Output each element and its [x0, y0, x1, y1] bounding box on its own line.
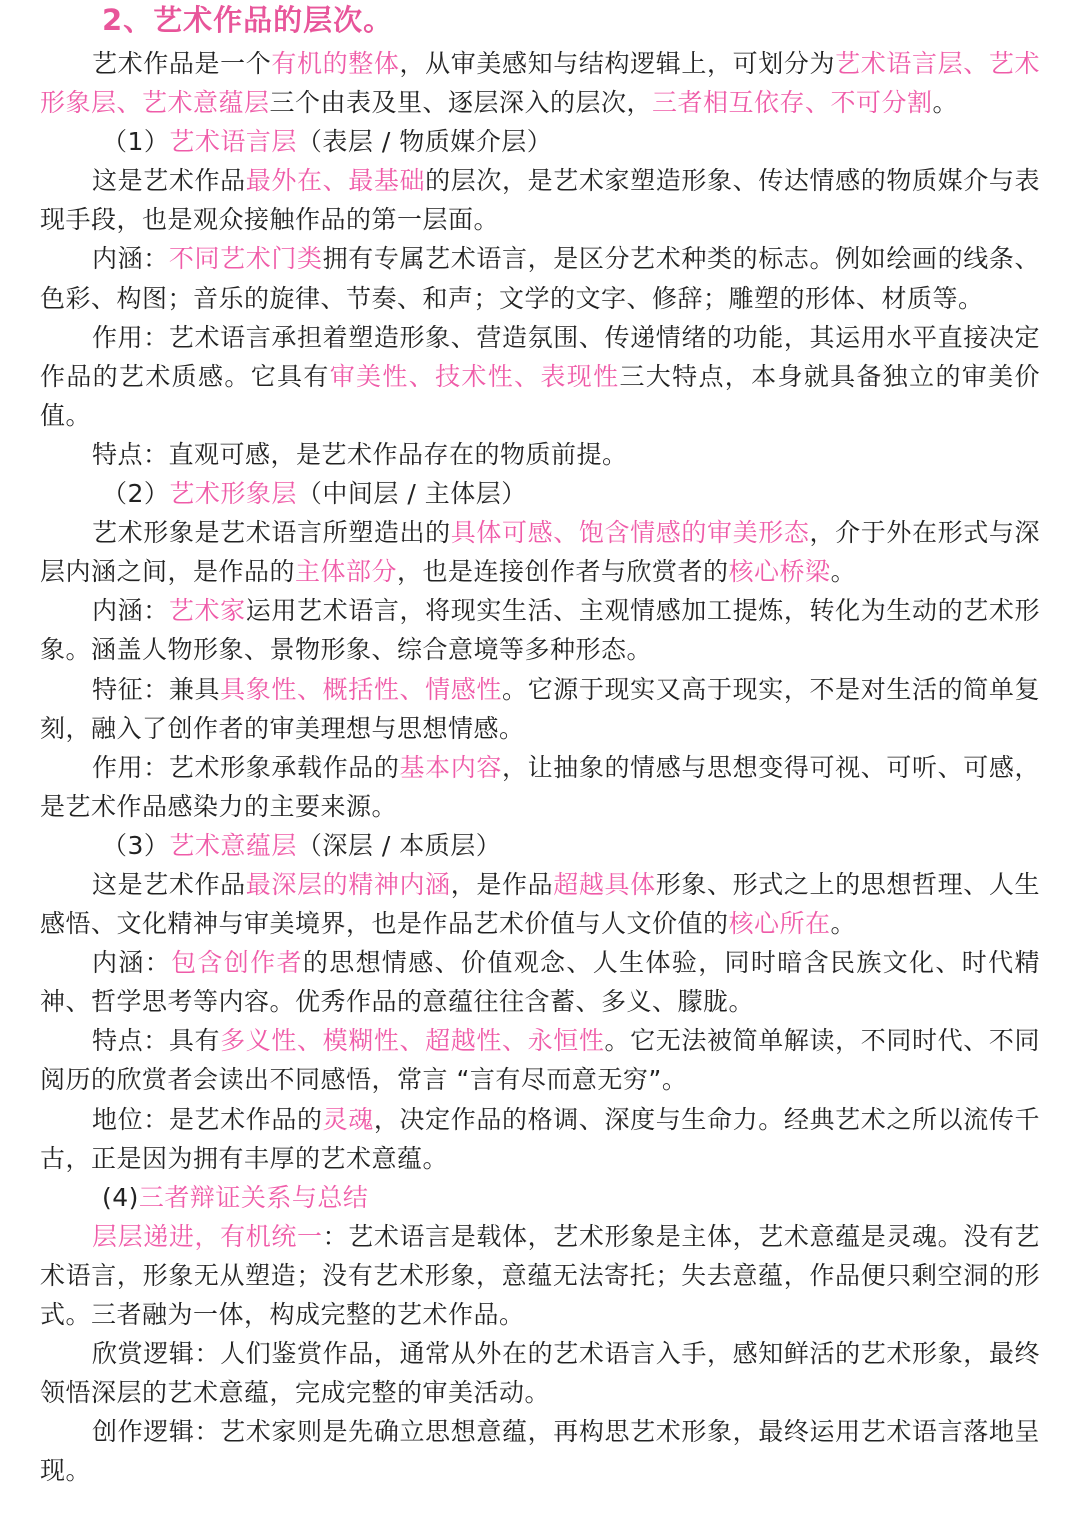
text-run: 特征：兼具	[92, 674, 221, 704]
highlighted-text: 有机的整体	[271, 49, 400, 78]
text-run: 三大特点，本身就具备独立的审美价值。	[40, 361, 1040, 430]
paragraph	[40, 513, 1040, 591]
subsection-heading	[40, 826, 1040, 865]
subsection-heading	[40, 474, 1040, 513]
highlighted-text: 艺术形象层	[169, 479, 297, 509]
paragraph	[40, 239, 1040, 317]
text-run: 艺术作品是一个	[92, 49, 272, 78]
highlighted-text: 艺术家	[168, 596, 246, 626]
highlighted-text: 具象性、概括性、情感性	[220, 674, 502, 704]
text-run: 艺术形象是艺术语言所塑造出的	[92, 518, 451, 548]
subsection-heading	[40, 122, 1040, 161]
paragraph	[40, 1334, 1040, 1412]
highlighted-text: 三者辩证关系与总结	[138, 1182, 369, 1212]
text-run: 的层次，是艺术家塑造形象、传达情感的物质媒介与表现手段，也是观众接触作品的第一层面。	[40, 166, 1040, 235]
document-body	[40, 44, 1040, 1490]
highlighted-text: 层层递进，有机统一	[92, 1221, 323, 1251]
text-run: (4)	[102, 1182, 139, 1212]
highlighted-text: 最深层的精神内涵	[245, 869, 451, 899]
text-run: 内涵：	[92, 596, 169, 626]
text-run: 特点：具有	[92, 1026, 221, 1056]
text-run: 。	[830, 909, 857, 939]
highlighted-text: 三者相互依存、不可分割	[652, 88, 933, 118]
highlighted-text: 艺术语言层	[169, 127, 297, 157]
text-run: 创作逻辑：艺术家则是先确立思想意蕴，再构思艺术形象，最终运用艺术语言落地呈现。	[40, 1417, 1040, 1486]
paragraph	[40, 1021, 1040, 1099]
paragraph	[40, 44, 1040, 122]
text-run: ，是作品	[450, 869, 554, 899]
text-run: 。	[830, 557, 857, 587]
highlighted-text: 核心所在	[728, 909, 831, 939]
text-run: 地位：是艺术作品的	[92, 1104, 323, 1134]
text-run: ，从审美感知与结构逻辑上，可划分为	[399, 49, 836, 78]
text-run: 的思想情感、价值观念、人生体验，同时暗含民族文化、时代精神、哲学思考等内容。优秀作品的意蕴往往含蓄、多义、朦胧。	[40, 948, 1040, 1017]
highlighted-text: 不同艺术门类	[168, 244, 323, 274]
text-run: （2）	[102, 479, 170, 509]
text-run: 特点：直观可感，是艺术作品存在的物质前提。	[92, 439, 628, 469]
paragraph	[40, 1217, 1040, 1334]
paragraph	[40, 1412, 1040, 1490]
highlighted-text: 主体部分	[295, 557, 398, 587]
text-run: ，决定作品的格调、深度与生命力。经典艺术之所以流传千古，正是因为拥有丰厚的艺术意蕴。	[40, 1104, 1040, 1173]
text-run: 内涵：	[92, 244, 169, 274]
text-run: 。它源于现实又高于现实，不是对生活的简单复刻，融入了创作者的审美理想与思想情感。	[40, 674, 1040, 743]
highlighted-text: 艺术意蕴层	[169, 830, 297, 860]
text-run: ，介于外在形式与深层内涵之间，是作品的	[40, 518, 1040, 587]
text-run: 拥有专属艺术语言，是区分艺术种类的标志。例如绘画的线条、色彩、构图；音乐的旋律、节奏、和声；文学的文字、修辞；雕塑的形体、材质等。	[40, 244, 1040, 313]
highlighted-text: 最外在、最基础	[245, 166, 426, 196]
text-run: （中间层 / 主体层）	[296, 479, 527, 509]
text-run: 形象、形式之上的思想哲理、人生感悟、文化精神与审美境界，也是作品艺术价值与人文价值的	[40, 869, 1040, 939]
highlighted-text: 审美性、技术性、表现性	[329, 361, 620, 391]
paragraph	[40, 670, 1040, 748]
text-run: （1）	[102, 127, 170, 157]
paragraph	[40, 435, 1040, 474]
subsection-heading	[40, 1178, 1040, 1217]
text-run: ，让抽象的情感与思想变得可视、可听、可感，是艺术作品感染力的主要来源。	[40, 752, 1040, 821]
highlighted-text: 艺术语言层、艺术形象层、艺术意蕴层	[40, 49, 1040, 118]
text-run: 作用：艺术语言承担着塑造形象、营造氛围、传递情绪的功能，其运用水平直接决定作品的艺术质感。它具有	[40, 322, 1040, 391]
text-run: 。它无法被简单解读，不同时代、不同阅历的欣赏者会读出不同感悟，常言 “言有尽而意无穷”。	[40, 1026, 1040, 1095]
highlighted-text: 多义性、模糊性、超越性、永恒性	[220, 1026, 605, 1056]
paragraph	[40, 591, 1040, 669]
paragraph	[40, 318, 1040, 435]
text-run: （深层 / 本质层）	[296, 830, 502, 860]
text-run: 这是艺术作品	[92, 869, 246, 899]
text-run: 欣赏逻辑：人们鉴赏作品，通常从外在的艺术语言入手，感知鲜活的艺术形象，最终领悟深层的艺术意蕴，完成完整的审美活动。	[40, 1339, 1040, 1408]
highlighted-text: 核心桥梁	[728, 557, 831, 587]
highlighted-text: 灵魂	[322, 1104, 374, 1134]
highlighted-text: 具体可感、饱含情感的审美形态	[450, 518, 810, 548]
paragraph	[40, 943, 1040, 1021]
paragraph	[40, 748, 1040, 826]
text-run: 作用：艺术形象承载作品的	[92, 752, 400, 782]
highlighted-text: 超越具体	[553, 869, 656, 899]
text-run: 三个由表及里、逐层深入的层次，	[269, 88, 653, 118]
text-run: ，也是连接创作者与欣赏者的	[397, 557, 729, 587]
section-title: 2、艺术作品的层次。	[102, 3, 394, 37]
paragraph	[40, 161, 1040, 239]
text-run: 运用艺术语言，将现实生活、主观情感加工提炼，转化为生动的艺术形象。涵盖人物形象、景物形象、综合意境等多种形态。	[40, 596, 1040, 665]
text-run: 这是艺术作品	[92, 166, 246, 196]
text-run: （表层 / 物质媒介层）	[296, 127, 553, 157]
paragraph	[40, 865, 1040, 943]
text-run: （3）	[102, 830, 170, 860]
text-run: ：艺术语言是载体，艺术形象是主体，艺术意蕴是灵魂。没有艺术语言，形象无从塑造；没有艺术形象，意蕴无法寄托；失去意蕴，作品便只剩空洞的形式。三者融为一体，构成完整的艺术作品。	[40, 1221, 1040, 1329]
highlighted-text: 包含创作者	[171, 948, 303, 978]
text-run: 。	[932, 88, 959, 118]
paragraph	[40, 1100, 1040, 1178]
text-run: 内涵：	[92, 948, 172, 978]
highlighted-text: 基本内容	[399, 752, 502, 782]
